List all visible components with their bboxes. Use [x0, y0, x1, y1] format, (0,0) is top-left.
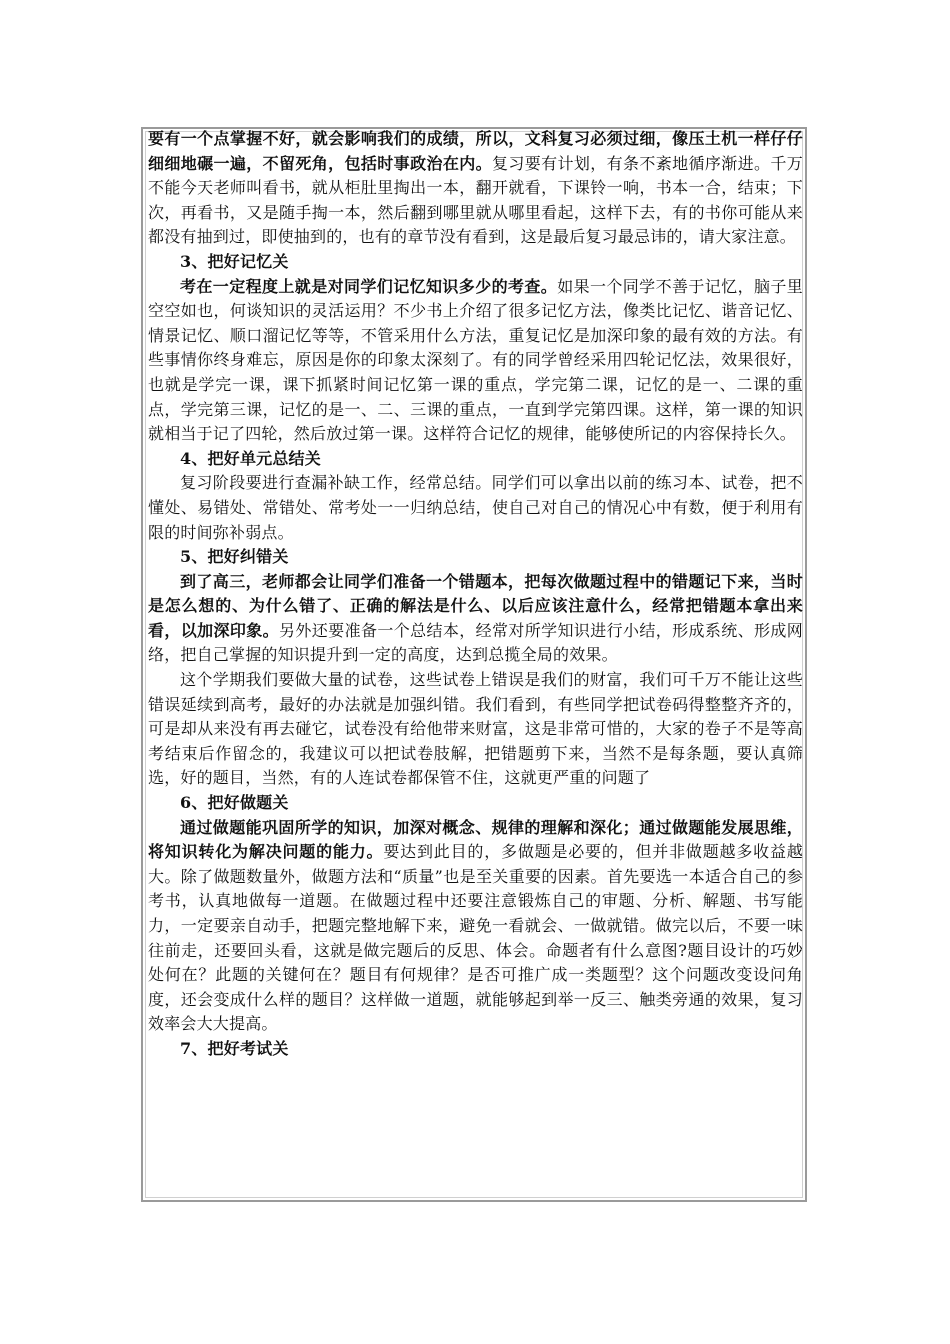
- heading-number: 5: [180, 547, 192, 567]
- heading-title: 、把好做题关: [191, 793, 289, 813]
- paragraph-practice: [148, 816, 803, 1037]
- paragraph-text: 这个学期我们要做大量的试卷，这些试卷上错误是我们的财富，我们可千万不能让这些错误延续到高考，最好的办法就是加强纠错。我们看到，有些同学把试卷码得整整齐齐的，可是却从来没有再去碰它，试卷没有给他带来财富，这是非常可惜的，大家的卷子不是等高考结束后作留念的，我建议可以把试卷肢解，把错题剪下来，当然不是每条题，要认真筛选，好的题目，当然，有的人连试卷都保管不住，这就更严重的问题了: [148, 670, 803, 788]
- paragraph-emphasis: 通过做题能巩固所学的知识，加深对概念、规律的理解和深化；通过做题能发展思维，将知识转化为解决问题的能力。: [148, 817, 803, 862]
- section-heading-exam: [148, 1037, 803, 1062]
- paragraph-emphasis: 要有一个点掌握不好，就会影响我们的成绩，所以，文科复习必须过细，像压土机一样仔仔细细地碾一遍，不留死角，包括时事政治在内。: [148, 129, 803, 173]
- heading-title: 、把好纠错关: [191, 547, 289, 567]
- paragraph-text: 如果一个同学不善于记忆，脑子里空空如也，何谈知识的灵活运用？不少书上介绍了很多记忆方法，像类比记忆、谐音记忆、情景记忆、顺口溜记忆等等，不管采用什么方法，重复记忆是加深印象的最有效的方法。有些事情你终身难忘，原因是你的印象太深刻了。有的同学曾经采用四轮记忆法，效果很好，也就是学完一课，课下抓紧时间记忆第一课的重点，学完第二课，记忆的是一、二课的重点，学完第三课，记忆的是一、二、三课的重点，一直到学完第四课。这样，第一课的知识就相当于记了四轮，然后放过第一课。这样符合记忆的规律，能够使所记的内容保持长久。: [148, 276, 803, 444]
- heading-number: 7: [180, 1038, 192, 1058]
- paragraph-emphasis: 到了高三，老师都会让同学们准备一个错题本，把每次做题过程中的错题记下来，当时是怎么想的、为什么错了、正确的解法是什么、以后应该注意什么，经常把错题本拿出来看，以加深印象。: [148, 571, 803, 640]
- paragraph-emphasis: 考在一定程度上就是对同学们记忆知识多少的考查。: [180, 276, 558, 296]
- heading-number: 4: [180, 448, 192, 468]
- section-heading-error-correction: [148, 545, 803, 570]
- heading-number: 3: [180, 251, 192, 271]
- heading-title: 、把好单元总结关: [191, 448, 321, 468]
- paragraph-unit-summary: [148, 471, 803, 545]
- section-heading-unit-summary: [148, 447, 803, 472]
- section-heading-practice: [148, 791, 803, 816]
- paragraph-text: 要达到此目的，多做题是必要的，但并非做题越多收益越大。除了做题数量外，做题方法和“质量”也是至关重要的因素。首先要选一本适合自己的参考书，认真地做每一道题。在做题过程中还要注意锻炼自己的审题、分析、解题、书写能力，一定要亲自动手，把题完整地解下来，避免一看就会、一做就错。做完以后，不要一味往前走，还要回头看，这就是做完题后的反思、体会。命题者有什么意图?题目设计的巧妙处何在？此题的关键何在？题目有何规律？是否可推广成一类题型？这个问题改变设问角度，还会变成什么样的题目？这样做一道题，就能够起到举一反三、触类旁通的效果，复习效率会大大提高。: [148, 842, 803, 1034]
- document-body: [148, 127, 803, 1062]
- paragraph-memory: [148, 275, 803, 447]
- paragraph-text: 复习阶段要进行查漏补缺工作，经常总结。同学们可以拿出以前的练习本、试卷，把不懂处、易错处、常错处、常考处一一归纳总结，使自己对自己的情况心中有数，便于利用有限的时间弥补弱点。: [148, 473, 803, 542]
- paragraph-error-notebook: [148, 570, 803, 668]
- paragraph-test-papers: [148, 668, 803, 791]
- heading-number: 6: [180, 793, 192, 813]
- paragraph-text: 复习要有计划，有条不紊地循序渐进。千万不能今天老师叫看书，就从柜肚里掏出一本，翻开就看，下课铃一响，书本一合，结束；下次，再看书，又是随手掏一本，然后翻到哪里就从哪里看起，这样下去，有的书你可能从来都没有抽到过，即使抽到的，也有的章节没有看到，这是最后复习最忌讳的，请大家注意。: [148, 153, 803, 247]
- paragraph-text: 另外还要准备一个总结本，经常对所学知识进行小结，形成系统、形成网络，把自己掌握的知识提升到一定的高度，达到总揽全局的效果。: [148, 620, 803, 665]
- heading-title: 、把好考试关: [191, 1038, 289, 1058]
- heading-title: 、把好记忆关: [191, 251, 289, 271]
- paragraph-literature-review: [148, 127, 803, 250]
- section-heading-memory: [148, 250, 803, 275]
